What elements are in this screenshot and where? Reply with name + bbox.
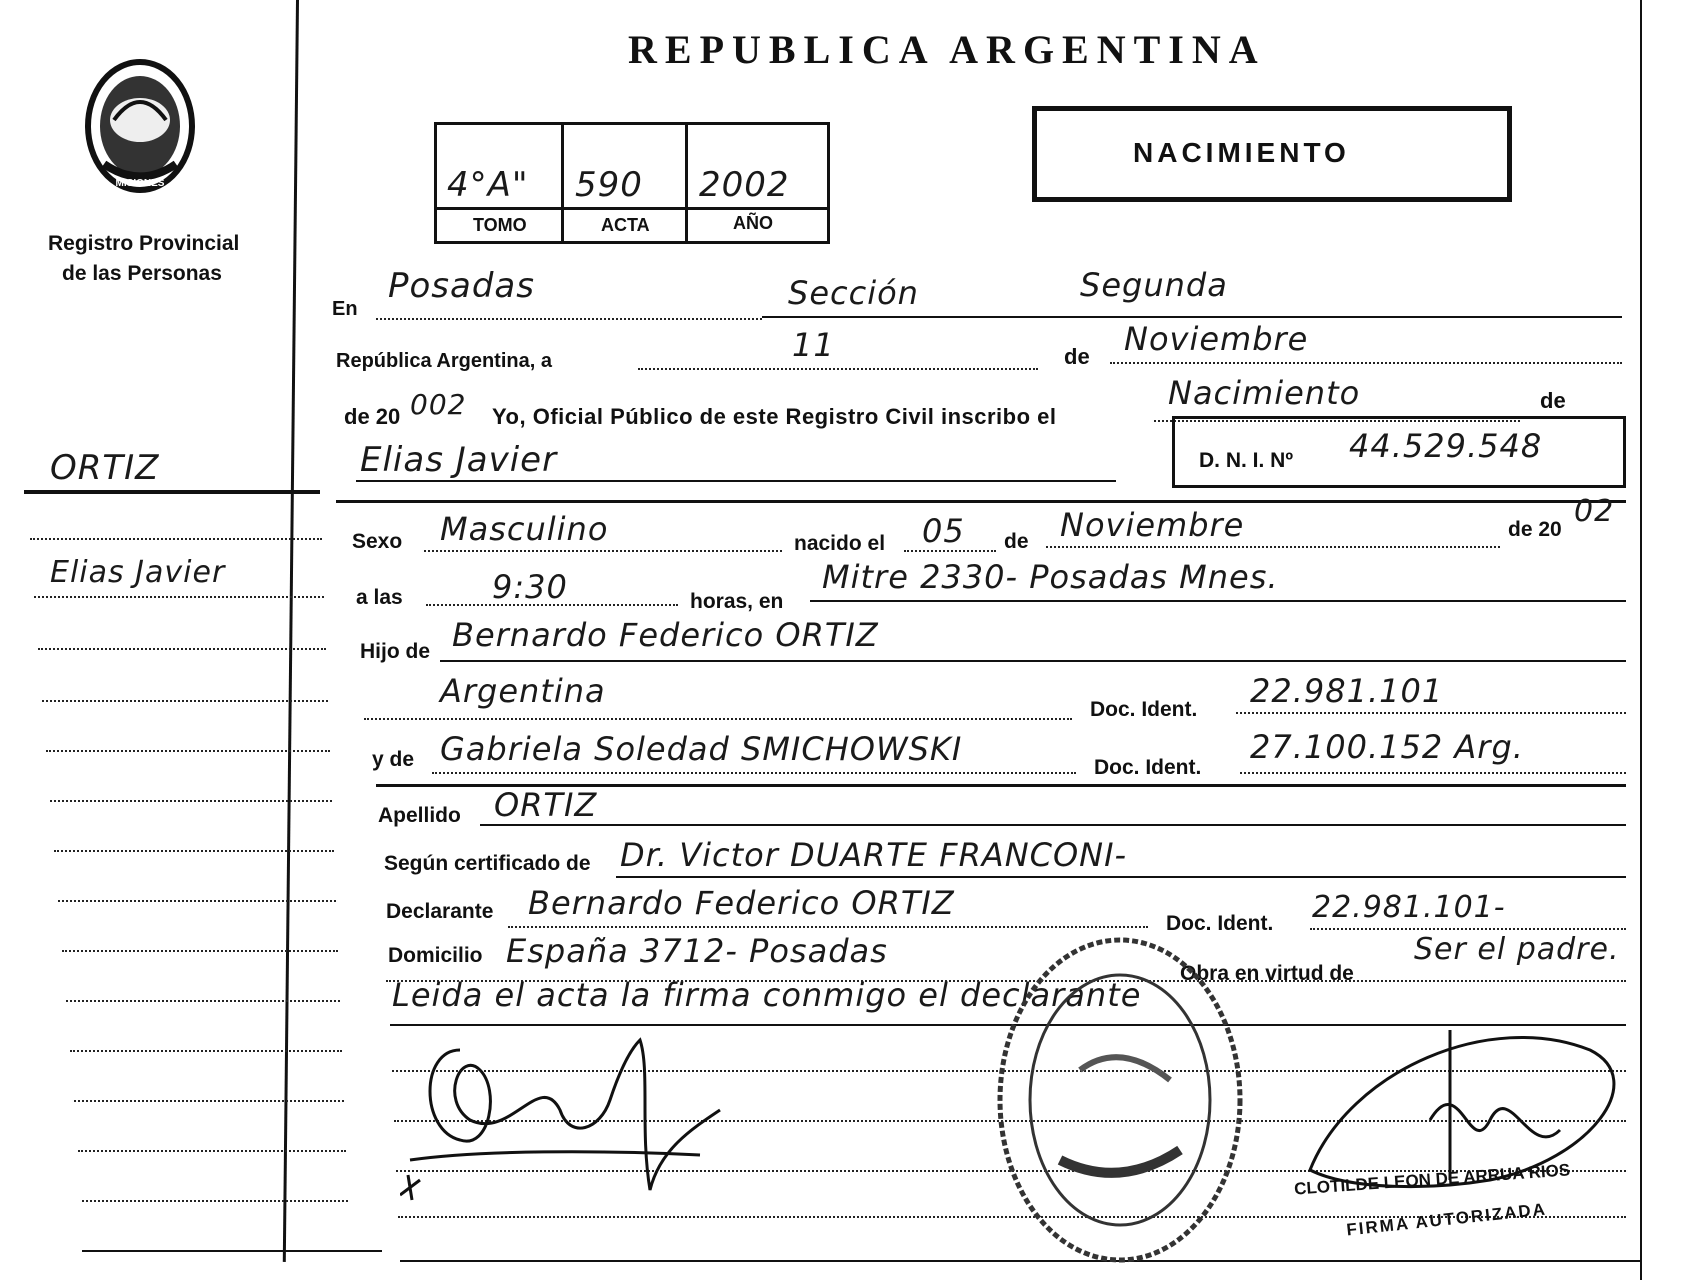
form-dots: [1240, 772, 1626, 774]
delegation-stamp-icon: [990, 930, 1250, 1270]
declarante-value: Bernardo Federico ORTIZ: [528, 884, 955, 922]
en-label: En: [332, 298, 358, 320]
form-dots: [1110, 362, 1622, 364]
year-suffix-value: 002: [410, 388, 467, 421]
record-box: [434, 122, 830, 244]
ano-value: 2002: [699, 165, 790, 205]
inscribo-label: Yo, Oficial Público de este Registro Civil inscribo el: [492, 404, 1057, 429]
margin-dots: [46, 750, 330, 752]
obra-label: Obra en virtud de: [1180, 962, 1354, 985]
country-title: REPUBLICA ARGENTINA: [628, 27, 1266, 72]
birth-year-value: 02: [1574, 494, 1615, 529]
margin-dots: [30, 538, 322, 540]
sexo-label: Sexo: [352, 530, 403, 553]
margin-dots: [82, 1200, 348, 1202]
acta-value: 590: [575, 165, 643, 205]
birth-month-value: Noviembre: [1060, 506, 1245, 544]
margin-dots: [74, 1100, 344, 1102]
seal-label: MISIONES: [115, 178, 165, 189]
ano-label: AÑO: [733, 213, 773, 233]
form-line: [810, 600, 1626, 602]
form-dots: [508, 926, 1148, 928]
margin-dots: [66, 1000, 340, 1002]
margin-line: [24, 490, 320, 494]
bottom-border-left: [82, 1250, 382, 1252]
form-dots: [424, 550, 782, 552]
tomo-label: TOMO: [473, 215, 527, 235]
section-separator: [336, 500, 1626, 503]
hijo-label: Hijo de: [360, 640, 431, 663]
margin-dots: [70, 1050, 342, 1052]
republica-label: República Argentina, a: [336, 350, 552, 372]
form-line: [762, 316, 1622, 318]
declarante-label: Declarante: [386, 900, 494, 923]
form-line: [616, 876, 1626, 878]
margin-dots: [54, 850, 334, 852]
right-page-border: [1640, 0, 1642, 1280]
seccion-num-value: Segunda: [1080, 266, 1228, 304]
segun-value: Dr. Victor DUARTE FRANCONI-: [620, 836, 1128, 874]
form-dots: [638, 368, 1038, 370]
doc-type-box: [1032, 106, 1512, 202]
doc-ident-label-2: Doc. Ident.: [1094, 756, 1202, 779]
form-dots: [432, 772, 1076, 774]
hour-value: 9:30: [492, 568, 568, 606]
horas-label: horas, en: [690, 590, 784, 613]
form-line: [440, 660, 1626, 662]
margin-dots: [38, 648, 326, 650]
domicilio-value: España 3712- Posadas: [506, 932, 888, 970]
nacido-label: nacido el: [794, 532, 886, 555]
inscribo-value: Nacimiento: [1168, 374, 1361, 412]
mother-doc-value: 27.100.152 Arg.: [1250, 728, 1524, 766]
form-dots: [1236, 712, 1626, 714]
left-column-border: [283, 0, 299, 1262]
a-las-label: a las: [356, 586, 403, 609]
doc-ident-label-3: Doc. Ident.: [1166, 912, 1274, 935]
form-dots: [364, 718, 1072, 720]
form-line: [480, 824, 1626, 826]
name-value: Elias Javier: [360, 440, 558, 480]
dni-label: D. N. I. Nº: [1199, 449, 1294, 472]
mother-value: Gabriela Soledad SMICHOWSKI: [440, 730, 963, 768]
doc-type-title: NACIMIENTO: [1133, 137, 1350, 168]
margin-dots: [58, 900, 336, 902]
de-label: de: [1064, 344, 1090, 369]
margin-dots: [42, 700, 328, 702]
apellido-value: ORTIZ: [494, 786, 598, 824]
form-dots: [1310, 928, 1626, 930]
birth-year-label: de 20: [1508, 518, 1562, 541]
father-doc-value: 22.981.101: [1250, 672, 1444, 710]
dni-value: 44.529.548: [1349, 427, 1543, 465]
acta-label: ACTA: [601, 215, 650, 235]
year-prefix-label: de 20: [344, 404, 401, 429]
month-value: Noviembre: [1124, 320, 1309, 358]
margin-dots: [78, 1150, 346, 1152]
sexo-value: Masculino: [440, 510, 609, 548]
seccion-value: Sección: [788, 274, 919, 312]
obra-value: Ser el padre.: [1414, 932, 1620, 967]
doc-ident-label: Doc. Ident.: [1090, 698, 1198, 721]
margin-surname: ORTIZ: [50, 448, 160, 488]
form-line: [356, 480, 1116, 482]
registry-name-line2: de las Personas: [62, 262, 222, 285]
form-dots: [1046, 546, 1500, 548]
de-label-2: de: [1540, 388, 1566, 413]
record-box-label-line: [437, 207, 827, 210]
provincial-seal-icon: [74, 54, 206, 204]
day-value: 11: [792, 326, 835, 364]
registry-name-line1: Registro Provincial: [48, 232, 240, 255]
declarant-signature-icon: [400, 1010, 760, 1210]
margin-given-names: Elias Javier: [50, 555, 226, 590]
father-value: Bernardo Federico ORTIZ: [452, 616, 879, 654]
en-value: Posadas: [388, 266, 535, 306]
record-box-divider: [685, 125, 688, 241]
apellido-label: Apellido: [378, 804, 461, 827]
segun-label: Según certificado de: [384, 852, 591, 875]
margin-dots: [50, 800, 332, 802]
official-name: CLOTILDE LEON DE ARRUA RIOS: [1293, 1160, 1571, 1199]
place-value: Mitre 2330- Posadas Mnes.: [822, 558, 1279, 596]
father-nat-value: Argentina: [440, 672, 606, 710]
tomo-value: 4°A": [447, 165, 529, 205]
firma-autorizada-label: FIRMA AUTORIZADA: [1345, 1199, 1548, 1240]
form-dots: [904, 550, 996, 552]
yde-label: y de: [372, 748, 415, 771]
de-label-3: de: [1004, 530, 1029, 553]
dni-box: [1172, 416, 1626, 488]
birth-day-value: 05: [922, 512, 965, 550]
domicilio-label: Domicilio: [388, 944, 483, 967]
record-box-divider: [561, 125, 564, 241]
declarante-doc-value: 22.981.101-: [1312, 890, 1506, 925]
form-dots: [376, 318, 762, 320]
margin-dots: [34, 596, 324, 598]
leida-value: Leida el acta la firma conmigo el declarante: [392, 976, 1142, 1014]
margin-dots: [62, 950, 338, 952]
